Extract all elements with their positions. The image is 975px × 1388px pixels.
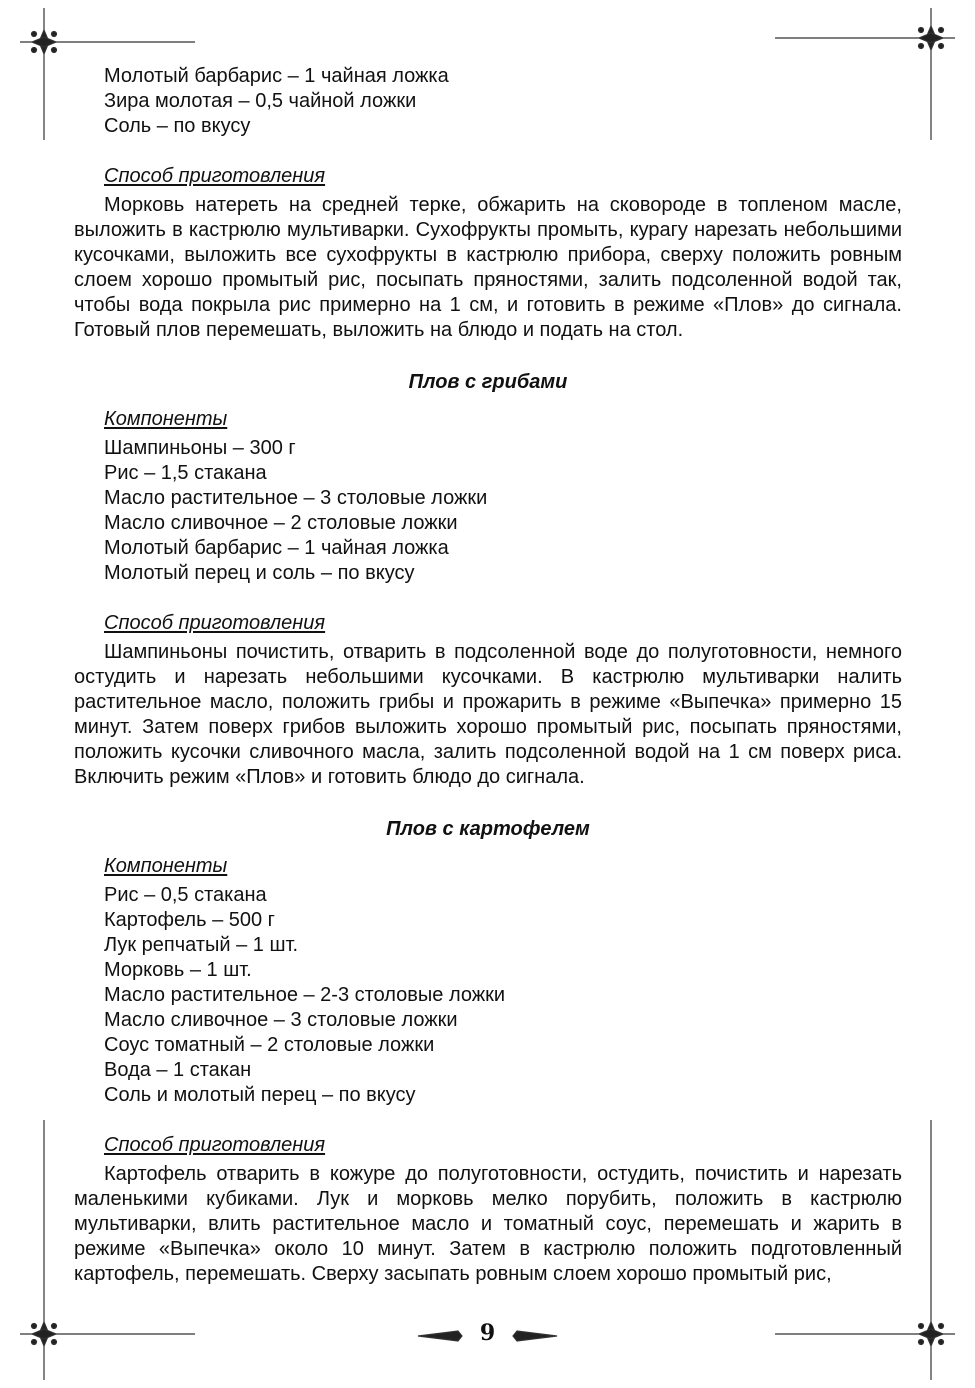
method-paragraph: Морковь натереть на средней терке, обжарить на сковороде в топленом масле, выложить в кастрюлю мультиварки. Сухофрукты промыть, курагу нарезать небольшими кусочками, выложить все сухофрукты в кастрюлю прибора, сверху положить ровным слоем хорошо промытый рис, посыпать пряностями, залить подсоленной водой так, чтобы вода покрыла рис примерно на 1 см, и готовить в режиме «Плов» до сигнала. Готовый плов перемешать, выложить на блюдо и подать на стол. bbox=[74, 194, 902, 341]
ingredient-line: Лук репчатый – 1 шт. bbox=[104, 934, 299, 956]
ingredient-line: Вода – 1 стакан bbox=[104, 1059, 252, 1081]
method-subheading: Способ приготовления bbox=[104, 165, 326, 187]
intro-ingredient-list bbox=[74, 64, 902, 139]
method-paragraph: Картофель отварить в кожуре до полуготовности, остудить, почистить и нарезать маленькими кубиками. Лук и морковь мелко порубить, положить в кастрюлю мультиварки, влить растительное масло и томатный соус, перемешать и жарить в режиме «Выпечка» около 10 минут. Затем в кастрюлю положить подготовленный картофель, перемешать. Сверху засыпать ровным слоем хорошо промытый рис, bbox=[74, 1163, 902, 1285]
ingredient-line: Масло растительное – 3 столовые ложки bbox=[104, 487, 488, 509]
ingredient-line: Молотый барбарис – 1 чайная ложка bbox=[104, 537, 449, 559]
method-paragraph: Шампиньоны почистить, отварить в подсоленной воде до полуготовности, немного остудить и нарезать небольшими кусочками. В кастрюлю мультиварки налить растительное масло, положить грибы и прожарить в режиме «Выпечка» примерно 15 минут. Затем поверх грибов выложить хорошо промытый рис, посыпать пряностями, положить кусочки сливочного масла, залить подсоленной водой на 1 см поверх риса. Включить режим «Плов» и готовить блюдо до сигнала. bbox=[74, 641, 902, 788]
ingredient-line: Масло сливочное – 2 столовые ложки bbox=[104, 512, 458, 534]
recipe-title: Плов с картофелем bbox=[386, 818, 590, 840]
ingredient-list bbox=[74, 883, 902, 1108]
recipe-title: Плов с грибами bbox=[408, 371, 568, 393]
ingredient-line: Картофель – 500 г bbox=[104, 909, 275, 931]
ingredient-list bbox=[74, 436, 902, 586]
ingredient-line: Молотый барбарис – 1 чайная ложка bbox=[104, 65, 449, 87]
ingredient-line: Морковь – 1 шт. bbox=[104, 959, 252, 981]
method-subheading: Способ приготовления bbox=[104, 612, 326, 634]
ingredient-line: Рис – 1,5 стакана bbox=[104, 462, 267, 484]
components-subheading: Компоненты bbox=[104, 855, 228, 877]
ingredient-line: Шампиньоны – 300 г bbox=[104, 437, 296, 459]
page-number-value: 9 bbox=[479, 1320, 496, 1346]
components-subheading: Компоненты bbox=[104, 408, 228, 430]
ingredient-line: Молотый перец и соль – по вкусу bbox=[104, 562, 415, 584]
ingredient-line: Масло сливочное – 3 столовые ложки bbox=[104, 1009, 458, 1031]
ingredient-line: Соль – по вкусу bbox=[104, 115, 251, 137]
ingredient-line: Зира молотая – 0,5 чайной ложки bbox=[104, 90, 417, 112]
page-number bbox=[0, 1320, 975, 1346]
method-subheading: Способ приготовления bbox=[104, 1134, 326, 1156]
page-content bbox=[74, 64, 902, 1287]
ingredient-line: Рис – 0,5 стакана bbox=[104, 884, 267, 906]
ingredient-line: Соус томатный – 2 столовые ложки bbox=[104, 1034, 435, 1056]
ingredient-line: Масло растительное – 2-3 столовые ложки bbox=[104, 984, 506, 1006]
ingredient-line: Соль и молотый перец – по вкусу bbox=[104, 1084, 416, 1106]
